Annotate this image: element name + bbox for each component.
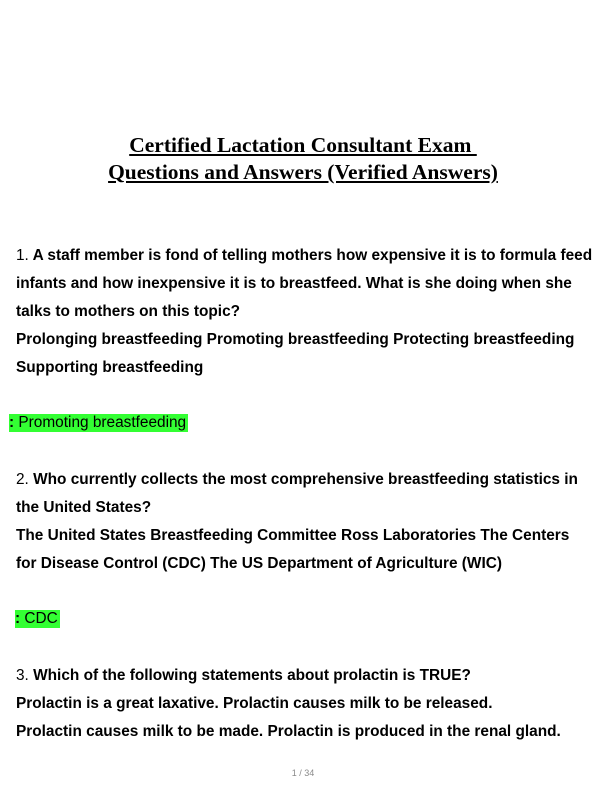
question-1-answer <box>9 414 188 432</box>
question-2-text-line-1: Who currently collects the most comprehensive breastfeeding statistics in <box>33 471 578 488</box>
question-3-line-1 <box>16 666 471 686</box>
question-2-number: 2. <box>16 471 29 488</box>
question-1-text-line-1: A staff member is fond of telling mothers how expensive it is to formula feed <box>32 247 593 264</box>
answer-text: CDC <box>20 610 58 627</box>
question-1-options-line-1: Prolonging breastfeeding Promoting breastfeeding Protecting breastfeeding <box>16 331 575 348</box>
page-indicator: 1 / 34 <box>291 768 315 778</box>
question-3-options-line-1: Prolactin is a great laxative. Prolactin causes milk to be released. <box>16 695 493 712</box>
question-1-options-line-2: Supporting breastfeeding <box>16 359 204 376</box>
question-1-number: 1. <box>16 247 29 264</box>
question-2-answer <box>15 610 60 628</box>
question-2-options-line-2: for Disease Control (CDC) The US Department of Agriculture (WIC) <box>16 555 502 572</box>
document-title-line-2: Questions and Answers (Verified Answers) <box>108 160 498 184</box>
question-1-text-line-3: talks to mothers on this topic? <box>16 303 241 320</box>
question-2-line-1 <box>16 470 578 490</box>
question-2-options-line-1: The United States Breastfeeding Committee Ross Laboratories The Centers <box>16 527 570 544</box>
question-1-line-1 <box>16 246 592 266</box>
question-3-text-line-1: Which of the following statements about prolactin is TRUE? <box>33 667 471 684</box>
question-2-text-line-2: the United States? <box>16 499 152 516</box>
question-1-text-line-2: infants and how inexpensive it is to breastfeed. What is she doing when she <box>16 275 572 292</box>
answer-colon: : <box>15 610 21 627</box>
question-3-number: 3. <box>16 667 29 684</box>
answer-colon: : <box>9 414 15 431</box>
document-title-line-1: Certified Lactation Consultant Exam <box>129 133 477 157</box>
answer-text: Promoting breastfeeding <box>14 414 187 431</box>
question-3-options-line-2: Prolactin causes milk to be made. Prolactin is produced in the renal gland. <box>16 723 561 740</box>
